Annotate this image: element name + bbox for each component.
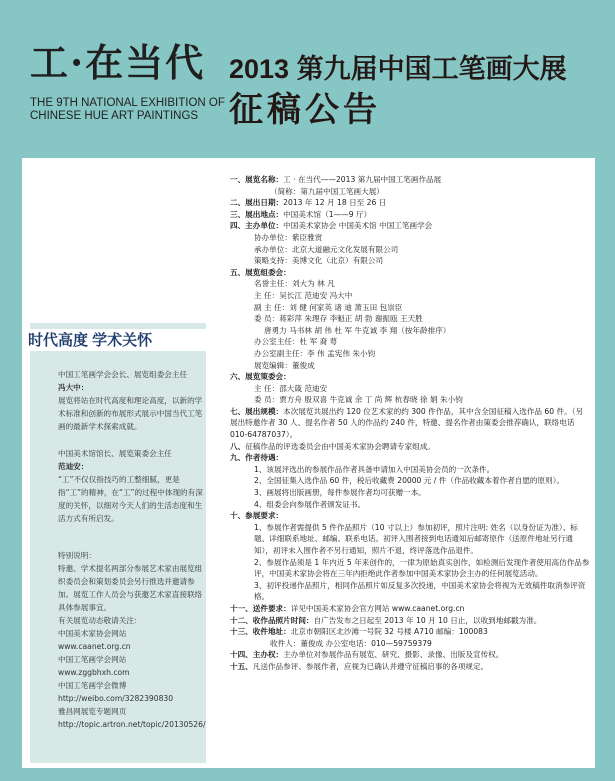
section-text: 2、全国征集入选作品 60 件，税后收藏费 20000 元 / 件（作品收藏本着作者自愿的原则）。 — [254, 476, 565, 486]
announcement-line — [230, 638, 590, 650]
section-text: 1、参展作者需提供 5 件作品照片（10 寸以上）参加初评，照片注明: 姓名（以身份证为准）、标题、详细联系地址、邮编、联系电话。初评入围者接到电话通知后邮寄原作（送原件地址另行通知），初评未入围作者不另行通知，照片不退，终评落选作品退件。 — [254, 522, 578, 555]
announcement-body — [230, 174, 590, 673]
section-text: 中国美术馆（1——9 厅） — [283, 209, 372, 219]
quote-role: 中国美术馆馆长、展览策委会主任 — [58, 449, 172, 458]
announcement-line — [230, 186, 590, 198]
section-text: 收件人：董俊成 办公室电话：010—59759379 — [270, 638, 432, 648]
section-text: （简称：第九届中国工笔画大展） — [270, 186, 384, 196]
announcement-line — [230, 232, 590, 244]
section-text: 4、组委会向参展作者颁发证书。 — [254, 499, 366, 509]
special-note — [58, 549, 208, 731]
english-title — [30, 97, 225, 123]
link-label: 雅昌网展览专题网页 — [58, 707, 127, 716]
announcement-line — [230, 557, 590, 580]
section-text: 凡送作品参评、参展作者，应视为已确认并遵守征稿启事的各项规定。 — [252, 661, 489, 671]
special-text: 特邀、学术提名两部分参展艺术家由展览组织委员会和策划委员会另行推选并邀请参加。展览工作人员会与获邀艺术家直接联络具体参展事宜。 — [58, 564, 203, 612]
announcement-line — [230, 220, 590, 232]
section-text: 本次展览共展出约 120 位艺术家的约 300 件作品，其中含全国征稿入选作品 60 件。（另展出特邀作者 30 人、提名作者 50 人的作品约 240 件，特邀、提名作者由策委会推荐确认，联络电话 010-64787037）。 — [230, 406, 584, 440]
announcement-line — [230, 499, 590, 511]
quote-block-1 — [58, 368, 208, 433]
section-heading: 一、展览名称： — [230, 175, 284, 184]
announcement-line — [230, 464, 590, 476]
announcement-line — [230, 487, 590, 499]
section-text: 自广告发布之日起至 2013 年 10 月 10 日止，以收到地邮戳为准。 — [313, 615, 542, 625]
section-text: 主办单位对参展作品有展览、研究、摄影、录像、出版及宣传权。 — [283, 650, 504, 660]
section-text: 副 主 任：刘 健 何家英 诸 迪 萧玉田 包崇臣 — [254, 302, 403, 312]
announcement-line — [230, 406, 590, 441]
page-title: 2013 第九届中国工笔画大展 — [229, 54, 567, 84]
section-text: 工 · 在当代——2013 第九届中国工笔画作品展 — [283, 175, 442, 184]
section-text: 中国美术家协会 中国美术馆 中国工笔画学会 — [283, 221, 433, 231]
link-url[interactable]: http://weibo.com/3282390830 — [58, 694, 174, 703]
section-heading: 十一、送件要求： — [230, 603, 291, 613]
section-text: 征稿作品的评选委员会由中国美术家协会聘请专家组成。 — [245, 441, 436, 451]
announcement-line — [230, 267, 590, 279]
announcement-line — [230, 336, 590, 348]
announcement-line — [230, 197, 590, 209]
section-heading: 五、展览组委会： — [230, 267, 291, 277]
section-text: 展览编辑：董俊成 — [254, 360, 315, 370]
section-text: 委 员：蒋彩萍 朱理存 李魁正 胡 勃 谢振瓯 王天胜 — [254, 314, 423, 324]
announcement-line — [230, 348, 590, 360]
section-text: 1、该展评选出的参展作品作者具备申请加入中国美协会员的一次条件。 — [254, 464, 495, 474]
quote-text: 展览将站在时代高度和理论高度，以新的学术标准和创新的布展形式展示中国当代工笔画的最新学术探索成就。 — [58, 396, 203, 431]
slogan-bar — [28, 329, 208, 351]
section-text: 北京市朝阳区北沙滩一号院 32 号楼 A710 邮编：100083 — [290, 627, 488, 637]
exhibition-logo: 工·在当代 — [30, 40, 206, 85]
section-text: 协办单位：紫臣雅赏 — [254, 232, 323, 242]
announcement-line — [230, 313, 590, 325]
section-heading: 十、参展要求： — [230, 511, 284, 521]
section-heading: 十二、收作品照片时间： — [230, 615, 314, 625]
quote-name: 冯大中： — [58, 383, 89, 392]
quote-text: “工”不仅仅指技巧的工整细腻，更是指“工”的精神，在“工”的过程中体现的有深度的关怀，以细对今天人们的生活态度和生活方式有所启发。 — [58, 475, 203, 523]
announcement-line — [230, 244, 590, 256]
section-text: 2013 年 12 月 18 日至 26 日 — [283, 198, 387, 208]
links-title: 有关展览动态敬请关注： — [58, 616, 142, 625]
section-text: 主 任：邵大箴 范迪安 — [254, 383, 328, 393]
quote-role: 中国工笔画学会会长、展览组委会主任 — [58, 370, 188, 379]
page-subtitle: 征稿公告 — [229, 91, 381, 129]
section-text: 唐勇力 马书林 胡 伟 杜 军 牛克诚 李 翔（按年龄排序） — [264, 325, 451, 335]
announcement-line — [230, 174, 590, 186]
section-text: 名誉主任：刘大为 林 凡 — [254, 279, 335, 289]
announcement-line — [230, 383, 590, 395]
announcement-line — [230, 510, 590, 522]
link-url[interactable]: www.zggbhxh.com — [58, 668, 130, 677]
announcement-line — [230, 615, 590, 627]
section-heading: 四、主办单位： — [230, 221, 284, 231]
announcement-line — [230, 661, 590, 673]
announcement-line — [230, 441, 590, 453]
section-heading: 七、展出规模： — [230, 406, 284, 416]
announcement-line — [230, 290, 590, 302]
section-text: 办公室副主任：李 伟 孟宪伟 朱小钧 — [254, 348, 376, 358]
announcement-line — [230, 522, 590, 557]
announcement-line — [230, 649, 590, 661]
announcement-line — [230, 278, 590, 290]
section-text: 详见中国美术家协会官方网站 www.caanet.org.cn — [290, 603, 465, 613]
section-heading: 二、展出日期： — [230, 198, 284, 208]
section-text: 策略支持：美博文化（北京）有限公司 — [254, 256, 384, 266]
section-text: 2、参展作品须是 1 年内近 5 年来创作的，一律为原始真实创作，如检测后发现作者使用高仿作品参评，中国美术家协会将在三年内拒绝此作者参加中国美术家协会主办的任何展览活动。 — [254, 557, 590, 579]
announcement-line — [230, 209, 590, 221]
announcement-line — [230, 325, 590, 337]
announcement-line — [230, 580, 590, 603]
slogan: 时代高度 学术关怀 — [28, 332, 153, 349]
announcement-line — [230, 603, 590, 615]
section-heading: 九、作者待遇： — [230, 453, 284, 463]
announcement-line — [230, 302, 590, 314]
announcement-line — [230, 475, 590, 487]
section-heading: 十三、收件地址： — [230, 627, 291, 637]
link-url[interactable]: http://topic.artron.net/topic/20130526/ — [58, 720, 206, 729]
section-text: 承办单位：北京大道融元文化发展有限公司 — [254, 244, 399, 254]
link-label: 中国美术家协会网站 — [58, 629, 127, 638]
announcement-line — [230, 360, 590, 372]
english-title-line: THE 9TH NATIONAL EXHIBITION OF — [30, 97, 225, 109]
section-text: 办公室主任：杜 军 裔 萼 — [254, 337, 338, 347]
section-heading: 十四、主办权： — [230, 650, 284, 660]
quote-name: 范迪安： — [58, 462, 89, 471]
section-text: 3、初评投递作品照片，相同作品照片如反复多次投递，中国美术家协会将视为无效稿件取消参评资格。 — [254, 580, 586, 602]
section-heading: 六、展览策委会： — [230, 372, 291, 382]
english-title-line: CHINESE HUE ART PAINTINGS — [30, 110, 199, 122]
section-text: 3、画展将出版画册，每件参展作者均可获赠一本。 — [254, 488, 426, 498]
section-heading: 十五、 — [230, 661, 253, 671]
section-text: 主 任：吴长江 范迪安 冯大中 — [254, 290, 353, 300]
link-url[interactable]: www.caanet.org.cn — [58, 642, 131, 651]
announcement-line — [230, 255, 590, 267]
section-heading: 八、 — [230, 441, 246, 451]
quote-block-2 — [58, 447, 208, 525]
link-label: 中国工笔画学会微博 — [58, 681, 127, 690]
section-text: 委 员：贾方舟 殷双喜 牛克诚 余 丁 尚 辉 杭春晓 徐 娟 朱小钧 — [254, 395, 463, 405]
special-title: 特别说明： — [58, 551, 96, 560]
announcement-line — [230, 452, 590, 464]
link-label: 中国工笔画学会网站 — [58, 655, 127, 664]
announcement-line — [230, 371, 590, 383]
section-heading: 三、展出地点： — [230, 209, 284, 219]
announcement-line — [230, 626, 590, 638]
announcement-line — [230, 394, 590, 406]
